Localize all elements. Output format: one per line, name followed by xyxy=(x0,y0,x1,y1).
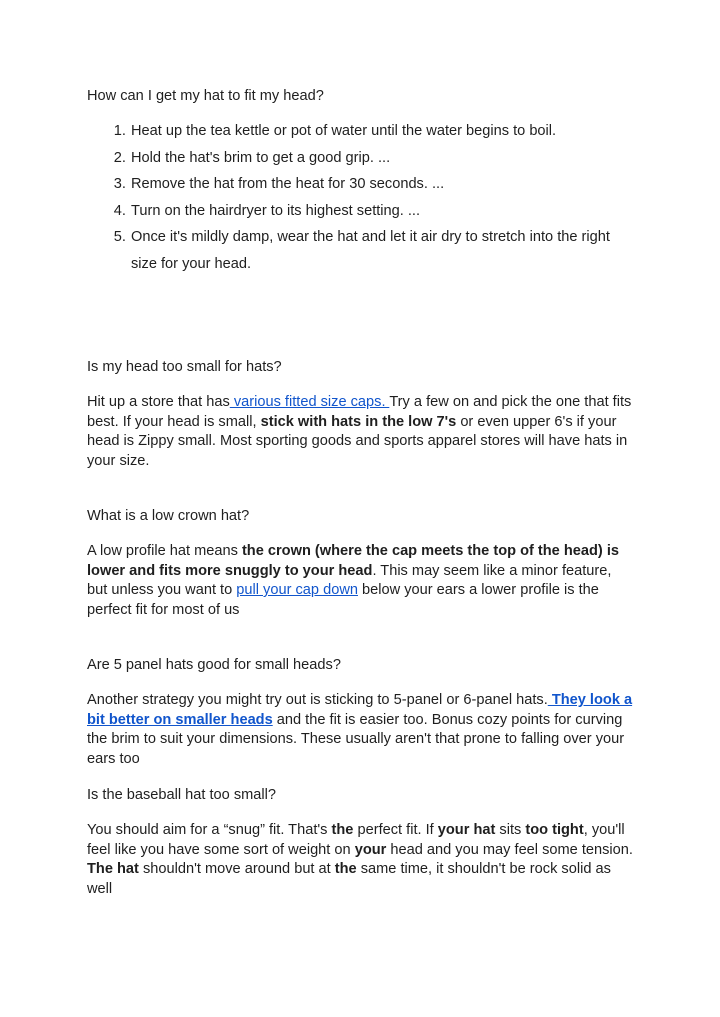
bold-run: the xyxy=(334,861,357,877)
text-run: shouldn't move around but at xyxy=(138,861,335,877)
text-run: You should aim for a “snug” fit. That's xyxy=(87,822,332,838)
bold-run: your xyxy=(354,841,387,858)
answer-5-panel xyxy=(87,691,635,769)
bold-run: the crown (where the cap meets the top of the head) is lower and fits more snuggly to your head xyxy=(87,543,620,579)
text-run: Another strategy you might try out is sticking to 5-panel or 6-panel hats. xyxy=(87,692,548,708)
text-run: Try a few on and pick the one that fits best. If your head is small, xyxy=(87,394,632,430)
step-item: 4. Turn on the hairdryer to its highest setting. ... xyxy=(130,198,635,225)
bold-run: your hat xyxy=(437,822,496,838)
question-baseball-small: Is the baseball hat too small? xyxy=(87,787,277,803)
step-item: 1. Heat up the tea kettle or pot of water until the water begins to boil. xyxy=(130,118,635,145)
text-run: same time, it shouldn't be rock solid as well xyxy=(87,861,611,897)
text-run: A low profile hat means xyxy=(87,543,242,559)
question-head-too-small: Is my head too small for hats? xyxy=(87,359,282,375)
step-item: 5. Once it's mildly damp, wear the hat and let it air dry to stretch into the right size for your head. xyxy=(130,224,635,277)
bold-run: the xyxy=(331,822,354,838)
answer-head-too-small xyxy=(87,393,635,471)
answer-baseball-small xyxy=(87,821,635,899)
step-item: 2. Hold the hat's brim to get a good grip. ... xyxy=(130,145,635,172)
pull-cap-down-link[interactable]: pull your cap down xyxy=(236,582,358,598)
steps-list xyxy=(87,118,635,277)
text-run: , you'll feel like you have some sort of weight on xyxy=(87,822,625,858)
text-run: . This may seem like a minor feature, but unless you want to xyxy=(87,562,612,598)
text-run: or even upper 6's if your head is Zippy small. Most sporting goods and sports apparel stores will have hats in your size. xyxy=(87,413,628,469)
bold-run: too tight xyxy=(525,822,584,838)
text-run: perfect fit. If xyxy=(353,822,438,838)
answer-low-crown xyxy=(87,542,635,620)
step-item: 3. Remove the hat from the heat for 30 seconds. ... xyxy=(130,171,635,198)
text-run: sits xyxy=(495,822,526,838)
bold-run: The hat xyxy=(87,861,139,877)
smaller-heads-link[interactable]: They look a bit better on smaller heads xyxy=(87,692,633,728)
document-page xyxy=(87,86,635,899)
text-run: head and you may feel some tension. xyxy=(386,841,633,858)
question-fit-hat: How can I get my hat to fit my head? xyxy=(87,88,324,104)
text-run: Hit up a store that has xyxy=(87,394,230,410)
text-run: and the fit is easier too. Bonus cozy points for curving the brim to suit your dimensions. These usually aren't that prone to falling over your ears too xyxy=(87,711,625,767)
fitted-caps-link[interactable]: various fitted size caps. xyxy=(229,394,390,410)
text-run: below your ears a lower profile is the perfect fit for most of us xyxy=(87,582,599,618)
bold-run: stick with hats in the low 7's xyxy=(260,413,457,430)
question-5-panel: Are 5 panel hats good for small heads? xyxy=(87,657,341,673)
question-low-crown: What is a low crown hat? xyxy=(87,508,250,524)
